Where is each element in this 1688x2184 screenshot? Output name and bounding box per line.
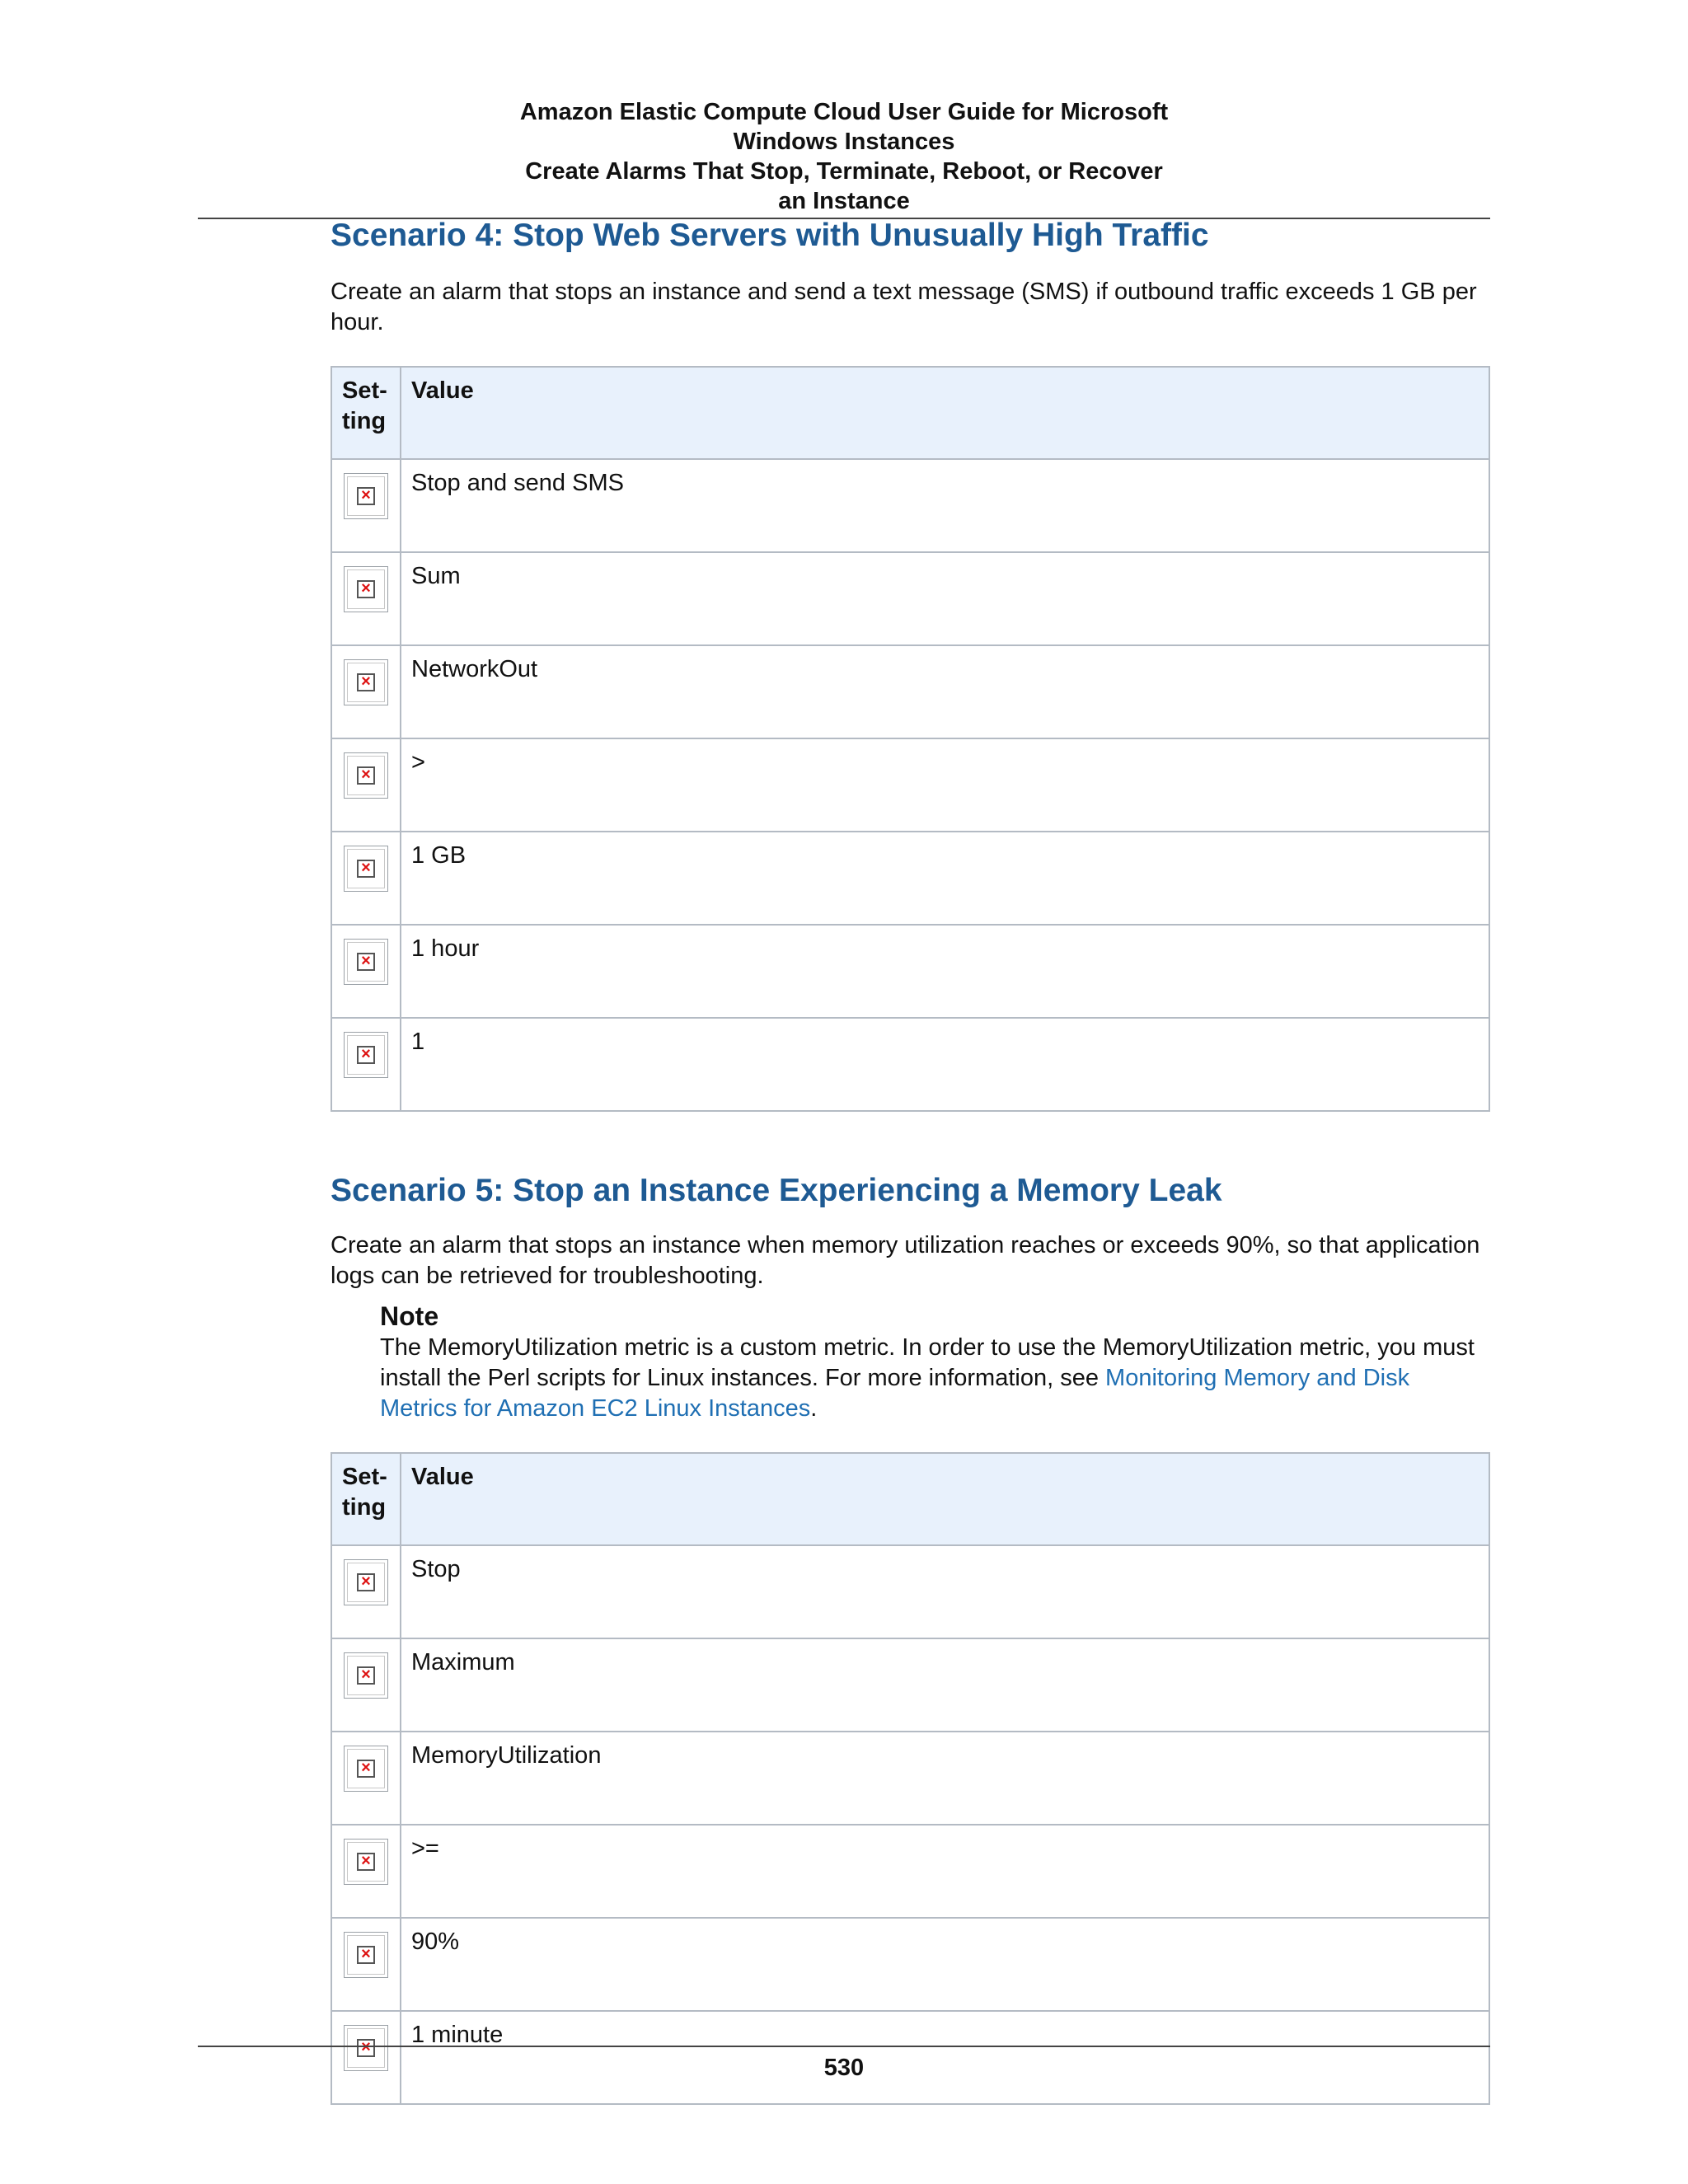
table-row (331, 1825, 1489, 1918)
broken-image-icon: × (344, 752, 388, 799)
value-cell: > (401, 738, 1489, 832)
table-row (331, 459, 1489, 552)
value-cell: Stop (401, 1545, 1489, 1638)
table-row (331, 645, 1489, 738)
broken-image-icon: × (344, 1559, 388, 1605)
value-cell: 1 hour (401, 925, 1489, 1018)
value-cell: Maximum (401, 1638, 1489, 1732)
table-row (331, 552, 1489, 645)
header-line-2: Windows Instances (733, 129, 955, 155)
table-row (331, 832, 1489, 925)
broken-image-icon: × (344, 2025, 388, 2071)
value-cell: NetworkOut (401, 645, 1489, 738)
value-cell: Sum (401, 552, 1489, 645)
note-title: Note (380, 1301, 439, 1331)
page-number: 530 (823, 2055, 865, 2081)
setting-column-header: Set- ting (331, 367, 401, 459)
table-row (331, 1918, 1489, 2011)
table-row (331, 1732, 1489, 1825)
table-row (331, 1638, 1489, 1732)
table-row (331, 925, 1489, 1018)
value-cell: 90% (401, 1918, 1489, 2011)
note-box (380, 1300, 1490, 1424)
broken-image-icon: × (344, 1746, 388, 1792)
broken-image-icon: × (344, 473, 388, 519)
table-row (331, 738, 1489, 832)
broken-image-icon: × (344, 1839, 388, 1885)
value-cell: 1 minute (401, 2011, 1489, 2104)
scenario-5-heading: Scenario 5: Stop an Instance Experiencing a Memory Leak (331, 1173, 1222, 1208)
scenario-4-heading: Scenario 4: Stop Web Servers with Unusually High Traffic (331, 218, 1209, 253)
value-column-header: Value (401, 1453, 1489, 1545)
note-body: The MemoryUtilization metric is a custom metric. In order to use the MemoryUtilization metric, you must install the Perl scripts for Linux instances. For more information, see Monitoring Memory and Disk Metrics for Amazon EC2 Linux Instances. (380, 1334, 1475, 1422)
monitoring-memory-link[interactable]: Monitoring Memory and Disk Metrics for Amazon EC2 Linux Instances (380, 1365, 1410, 1422)
scenario-4-description: Create an alarm that stops an instance and send a text message (SMS) if outbound traffic exceeds 1 GB per hour. (331, 279, 1477, 335)
value-cell: 1 (401, 1018, 1489, 1111)
footer-divider (198, 2046, 1490, 2047)
page-content (331, 214, 1490, 2105)
page-header (198, 97, 1490, 216)
header-line-4: an Instance (778, 188, 910, 214)
value-cell: 1 GB (401, 832, 1489, 925)
scenario-5-description: Create an alarm that stops an instance when memory utilization reaches or exceeds 90%, so that application logs can be retrieved for troubleshooting. (331, 1232, 1480, 1289)
value-cell: MemoryUtilization (401, 1732, 1489, 1825)
scenario-4-settings-table (331, 366, 1490, 1112)
scenario-5-settings-table (331, 1452, 1490, 2105)
broken-image-icon: × (344, 939, 388, 985)
value-column-header: Value (401, 367, 1489, 459)
table-row (331, 1545, 1489, 1638)
table-row (331, 1018, 1489, 1111)
header-line-1: Amazon Elastic Compute Cloud User Guide for Microsoft (519, 99, 1169, 125)
broken-image-icon: × (344, 1032, 388, 1078)
broken-image-icon: × (344, 846, 388, 892)
broken-image-icon: × (344, 659, 388, 705)
value-cell: Stop and send SMS (401, 459, 1489, 552)
table-header-row (331, 367, 1489, 459)
broken-image-icon: × (344, 566, 388, 612)
table-header-row (331, 1453, 1489, 1545)
broken-image-icon: × (344, 1932, 388, 1978)
broken-image-icon: × (344, 1652, 388, 1699)
header-line-3: Create Alarms That Stop, Terminate, Reboot, or Recover (525, 158, 1163, 185)
setting-column-header: Set- ting (331, 1453, 401, 1545)
value-cell: >= (401, 1825, 1489, 1918)
note-text: The MemoryUtilization metric is a custom metric. In order to use the MemoryUtilization metric, you must install the Perl scripts for Linux instances. For more information, see (380, 1334, 1475, 1391)
